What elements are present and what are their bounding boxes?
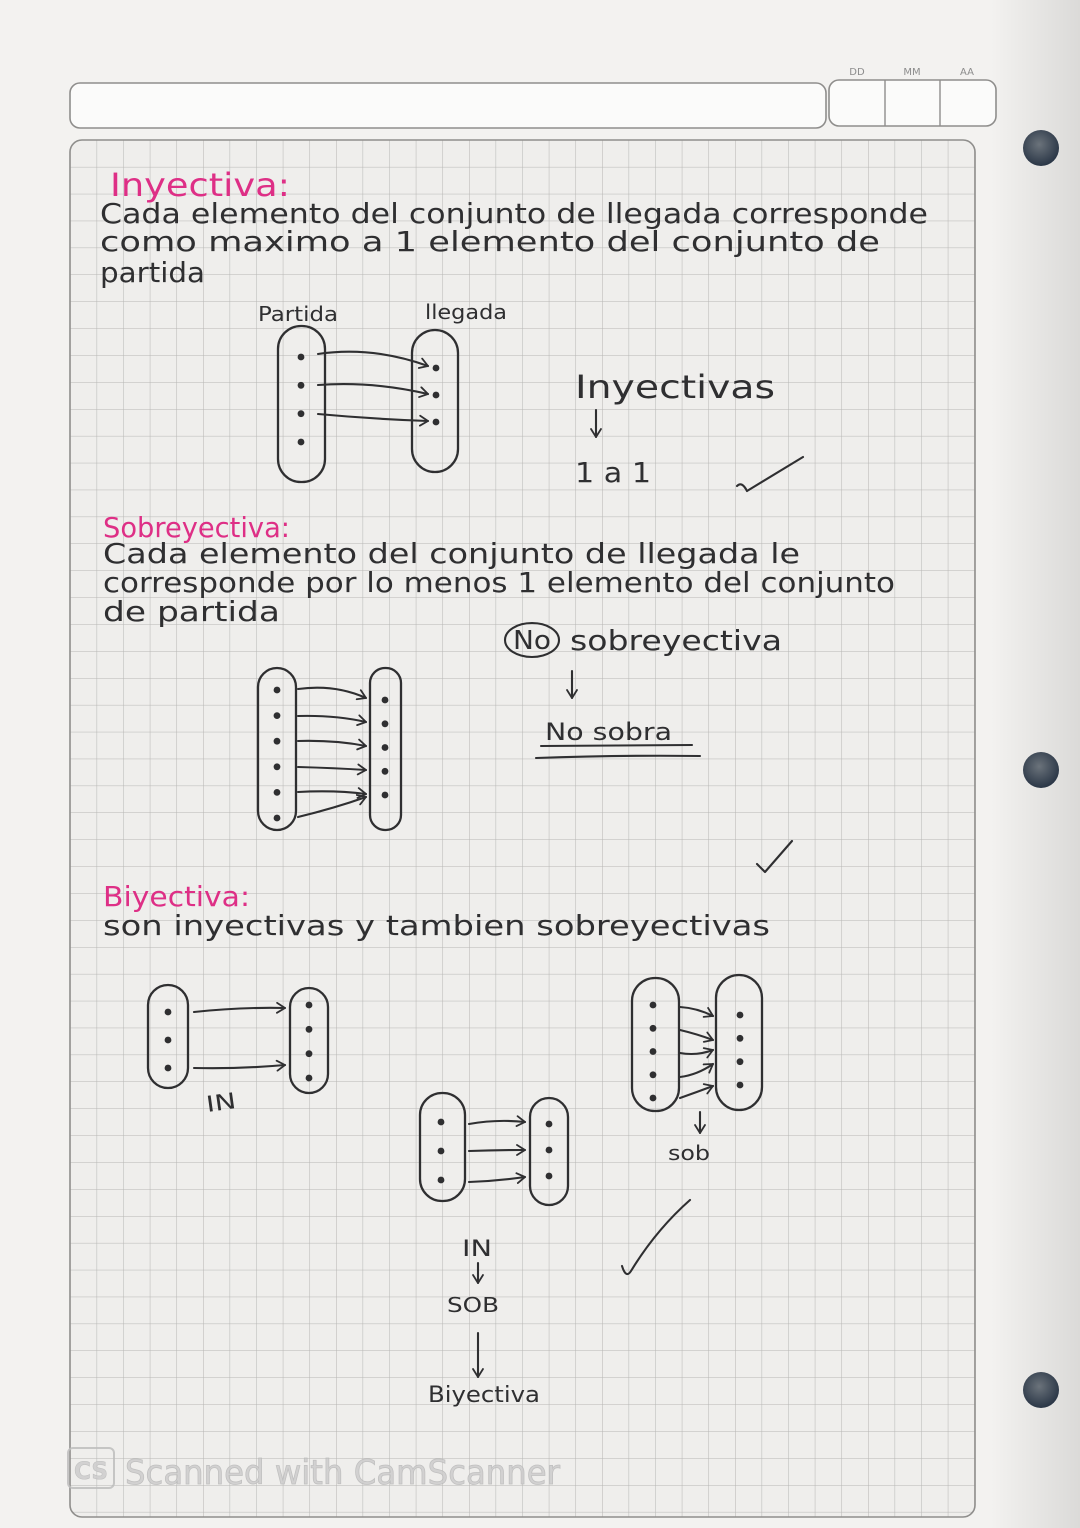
note-label: Inyectivas — [575, 368, 775, 406]
watermark — [68, 1448, 560, 1493]
set-element-dot — [274, 712, 281, 719]
date-label-day: DD — [849, 67, 865, 78]
set-element-dot — [737, 1035, 744, 1042]
note-result: 1 a 1 — [575, 456, 651, 489]
set-element-dot — [433, 419, 440, 426]
set-element-dot — [382, 768, 389, 775]
domain-label: Partida — [258, 302, 338, 326]
set-element-dot — [382, 697, 389, 704]
note-label: sobreyectiva — [570, 624, 782, 657]
set-element-dot — [382, 720, 389, 727]
graph-paper-grid — [70, 140, 975, 1517]
set-element-dot — [650, 1025, 657, 1032]
camscanner-logo-text: CS — [74, 1457, 108, 1485]
note-negation: No — [513, 626, 551, 656]
set-element-dot — [433, 365, 440, 372]
watermark-text: Scanned with CamScanner — [125, 1453, 561, 1493]
set-element-dot — [650, 1071, 657, 1078]
chain-step: IN — [462, 1237, 492, 1262]
set-element-dot — [433, 392, 440, 399]
date-label-year: AA — [960, 67, 974, 78]
set-element-dot — [274, 687, 281, 694]
set-element-dot — [650, 1002, 657, 1009]
codomain-label: llegada — [425, 300, 507, 324]
set-element-dot — [274, 763, 281, 770]
definition-line: Cada elemento del conjunto de llegada le — [103, 537, 801, 570]
set-element-dot — [546, 1147, 553, 1154]
set-element-dot — [306, 1050, 313, 1057]
set-element-dot — [274, 815, 281, 822]
heading-biyectiva: Biyectiva: — [103, 880, 250, 913]
set-element-dot — [737, 1058, 744, 1065]
binder-hole — [1023, 752, 1059, 788]
heading-inyectiva: Inyectiva: — [110, 166, 290, 204]
definition-line: de partida — [103, 595, 280, 628]
heading-sobreyectiva: Sobreyectiva: — [103, 511, 290, 544]
set-element-dot — [274, 738, 281, 745]
binder-hole — [1023, 1372, 1059, 1408]
set-element-dot — [438, 1148, 445, 1155]
set-element-dot — [298, 410, 305, 417]
definition-line: partida — [100, 256, 205, 289]
set-element-dot — [382, 792, 389, 799]
underline — [541, 745, 692, 746]
set-element-dot — [298, 439, 305, 446]
set-element-dot — [306, 1075, 313, 1082]
set-element-dot — [298, 354, 305, 361]
date-label-month: MM — [903, 67, 921, 78]
set-element-dot — [438, 1119, 445, 1126]
set-element-dot — [438, 1177, 445, 1184]
set-element-dot — [298, 382, 305, 389]
note-result: No sobra — [545, 718, 672, 746]
definition-line: Cada elemento del conjunto de llegada corresponde — [100, 197, 928, 230]
definition-line: son inyectivas y tambien sobreyectivas — [103, 909, 770, 942]
set-element-dot — [650, 1095, 657, 1102]
set-element-dot — [737, 1012, 744, 1019]
set-element-dot — [274, 789, 281, 796]
set-element-dot — [306, 1026, 313, 1033]
mapping-arrow — [469, 1150, 525, 1151]
date-box-frame — [829, 80, 996, 126]
definition-line: corresponde por lo menos 1 elemento del conjunto — [103, 566, 895, 599]
definition-line: como maximo a 1 elemento del conjunto de — [100, 225, 880, 258]
set-element-dot — [306, 1002, 313, 1009]
title-box — [70, 83, 826, 128]
binder-hole — [1023, 130, 1059, 166]
set-element-dot — [546, 1173, 553, 1180]
set-element-dot — [165, 1065, 172, 1072]
diagram-tag: sob — [668, 1141, 710, 1165]
set-element-dot — [546, 1121, 553, 1128]
set-element-dot — [382, 744, 389, 751]
diagram-tag: IN — [204, 1090, 231, 1118]
set-element-dot — [650, 1048, 657, 1055]
set-element-dot — [165, 1009, 172, 1016]
chain-step: SOB — [447, 1293, 499, 1317]
set-element-dot — [737, 1082, 744, 1089]
date-box — [829, 67, 996, 126]
chain-result: Biyectiva — [428, 1383, 540, 1408]
set-element-dot — [165, 1037, 172, 1044]
